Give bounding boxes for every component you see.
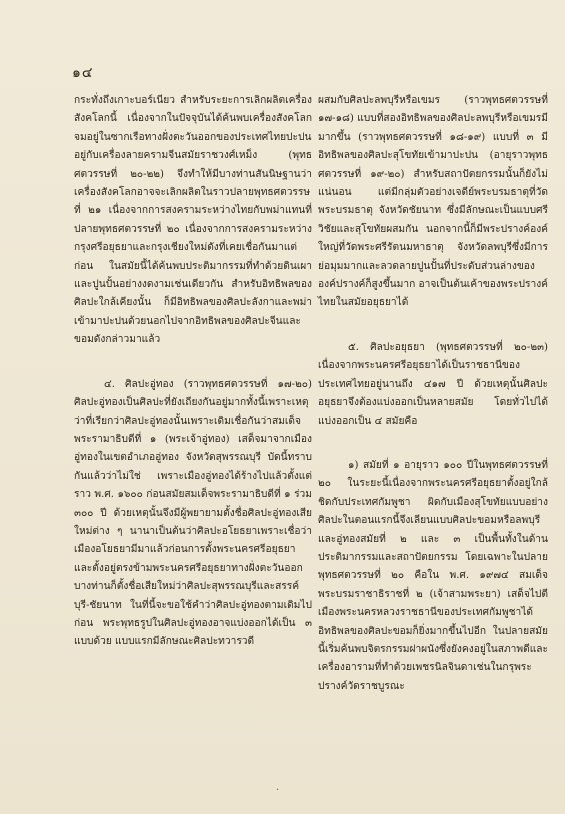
right-column (318, 92, 548, 696)
paragraph: กระทั่งถึงเกาะบอร์เนียว สำหรับระยะการเลิกผลิตเครื่องสังคโลกนี้ เนื่องจากในปัจจุบันได้ค้นพบเครื่องสังคโลกจมอยู่ในซากเรือทางฝั่งตะวันออกของประเทศไทยปะปนอยู่กับเครื่องลายครามจีนสมัยราชวงศ์เหม็ง (พุทธศตวรรษที่ ๒๐-๒๒) จึงทำให้มีบางท่านสันนิษฐานว่าเครื่องสังคโลกอาจจะเลิกผลิตในราวปลายพุทธศตวรรษที่ ๒๑ เนื่องจากการสงครามระหว่างไทยกับพม่าแทนที่ปลายพุทธศตวรรษที่ ๒๐ เนื่องจากการสงครามระหว่างกรุงศรีอยุธยาและกรุงเชียงใหม่ดังที่เคยเชื่อกันมาแต่ก่อน ในสมัยนี้ได้ค้นพบประติมากรรมที่ทำด้วยดินเผาและปูนปั้นอย่างงดงามเช่นเดียวกัน สำหรับอิทธิพลของศิลปะใกล้เคียงนั้น ก็มีอิทธิพลของศิลปะลังกาและพม่าเข้ามาปะปนด้วยนอกไปจากอิทธิพลของศิลปะจีนและขอมดังกล่าวมาแล้ว (74, 95, 312, 346)
section-ayutthaya: ๕. ศิลปะอยุธยา (พุทธศตวรรษที่ ๒๐-๒๓) เนื่องจากพระนครศรีอยุธยาได้เป็นราชธานีของประเทศไทยอยู่นานถึง ๔๑๗ ปี ด้วยเหตุนั้นศิลปะอยุธยาจึงต้องแบ่งออกเป็นหลายสมัย โดยทั่วไปได้แบ่งออกเป็น ๔ สมัยคือ (318, 341, 548, 427)
page-mark: · (276, 785, 280, 796)
paragraph: ผสมกับศิลปะลพบุรีหรือเขมร (ราวพุทธศตวรรษที่ ๑๗-๑๘) แบบที่สองอิทธิพลของศิลปะลพบุรีหรือเขมรมีมากขึ้น (ราวพุทธศตวรรษที่ ๑๘-๑๙) แบบที่ ๓ มีอิทธิพลของศิลปะสุโขทัยเข้ามาปะปน (อายุราวพุทธศตวรรษที่ ๑๙-๒๐) สำหรับสถาปัตยกรรมนั้นก็ยังไม่แน่นอน แต่มีกลุ่มตัวอย่างเจดีย์พระบรมธาตุที่วัดพระบรมธาตุ จังหวัดชัยนาท ซึ่งมีลักษณะเป็นแบบศรีวิชัยและสุโขทัยผสมกัน นอกจากนี้ก็มีพระปรางค์องค์ใหญ่ที่วัดพระศรีรัตนมหาธาตุ จังหวัดลพบุรีซึ่งมีการย่อมุมมากและลวดลายปูนปั้นที่ประดับส่วนล่างขององค์ปรางค์ก็สูงขึ้นมาก อาจเป็นต้นเค้าของพระปรางค์ไทยในสมัยอยุธยาได้ (318, 95, 548, 309)
left-column (74, 92, 312, 652)
page-number: ๑๔ (72, 65, 94, 81)
ayutthaya-period-1: ๑) สมัยที่ ๑ อายุราว ๑๐๐ ปีในพุทธศตวรรษที่ ๒๐ ในระยะนี้เนื่องจากพระนครศรีอยุธยาตั้งอยู่ใกล้ชิดกับประเทศกัมพูชา ผิดกับเมืองสุโขทัยแบบอย่างศิลปะในตอนแรกนี้จึงเลียนแบบศิลปะขอมหรือลพบุรีและอู่ทองสมัยที่ ๒ และ ๓ เป็นพื้นทั้งในด้านประติมากรรมและสถาปัตยกรรม โดยเฉพาะในปลายพุทธศตวรรษที่ ๒๐ คือใน พ.ศ. ๑๙๗๔ สมเด็จพระบรมราชาธิราชที่ ๒ (เจ้าสามพระยา) เสด็จไปตีเมืองพระนครหลวงราชธานีของประเทศกัมพูชาได้ อิทธิพลของศิลปะขอมก็ยิ่งมากขึ้นไปอีก ในปลายสมัยนี้เริ่มค้นพบจิตรกรรมฝาผนังซึ่งยังคงอยู่ในสภาพดีและเครื่องอารามที่ทำด้วยเพชรนิลจินดาเช่นในกรุพระปรางค์วัดราชบูรณะ (318, 459, 548, 692)
section-u-thong: ๔. ศิลปะอู่ทอง (ราวพุทธศตวรรษที่ ๑๗-๒๐) ศิลปะอู่ทองเป็นศิลปะที่ยังเถียงกันอยู่มากทั้งนี้เพราะเหตุว่าที่เรียกว่าศิลปะอู่ทองนั้นเพราะเดิมเชื่อกันว่าสมเด็จพระรามาธิบดีที่ ๑ (พระเจ้าอู่ทอง) เสด็จมาจากเมืองอู่ทองในเขตอำเภออู่ทอง จังหวัดสุพรรณบุรี บัดนี้ทราบกันแล้วว่าไม่ใช่ เพราะเมืองอู่ทองได้ร้างไปแล้วตั้งแต่ราว พ.ศ. ๑๖๐๐ ก่อนสมัยสมเด็จพระรามาธิบดีที่ ๑ ร่วม ๓๐๐ ปี ด้วยเหตุนั้นจึงมีผู้พยายามตั้งชื่อศิลปะอู่ทองเสียใหม่ต่าง ๆ นานาเป็นต้นว่าศิลปะอโยธยาเพราะเชื่อว่าเมืองอโยธยามีมาแล้วก่อนการตั้งพระนครศรีอยุธยาและตั้งอยู่ตรงข้ามพระนครศรีอยุธยาทางฝั่งตะวันออก บางท่านก็ตั้งชื่อเสียใหม่ว่าศิลปะสุพรรณบุรีและสรรค์บุรี-ชัยนาท ในที่นี้จะขอใช้คำว่าศิลปะอู่ทองตามเดิมไปก่อน พระพุทธรูปในศิลปะอู่ทองอาจแบ่งออกได้เป็น ๓ แบบด้วย แบบแรกมีลักษณะศิลปะทวารวดี (74, 378, 312, 648)
